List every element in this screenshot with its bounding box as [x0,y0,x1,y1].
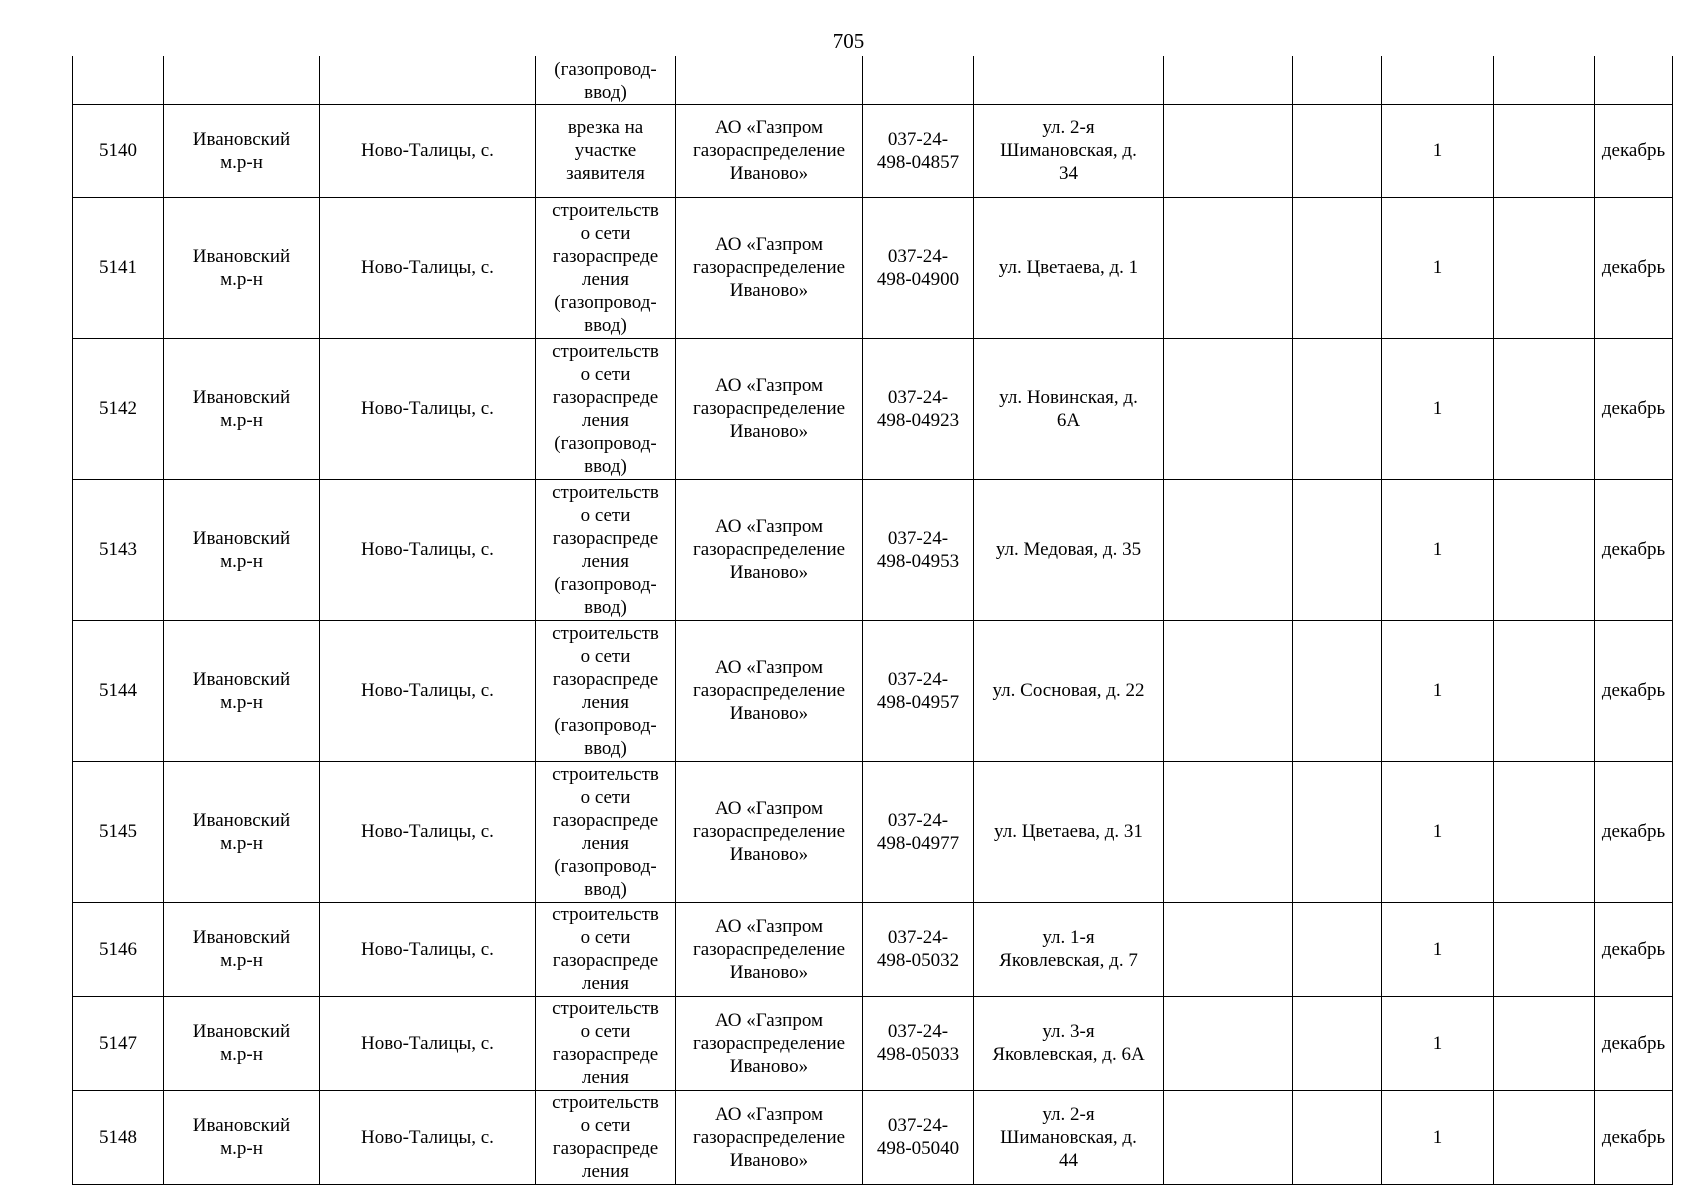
cell-month [1595,197,1673,338]
cell-work-type [536,620,676,761]
cell-empty [1164,338,1293,479]
cell-address [974,620,1164,761]
cell-settlement [320,56,536,104]
cell-id [73,197,164,338]
cell-address-text: ул. 2-я Шимановская, д. 44 [1000,1103,1137,1171]
table-row [73,996,1673,1090]
cell-organization [676,761,863,902]
cell-empty [1494,338,1595,479]
cell-empty [1164,996,1293,1090]
table-row [73,1090,1673,1184]
cell-address-text: ул. Цветаева, д. 1 [998,257,1139,278]
cell-settlement-text: Ново-Талицы, с. [361,1032,494,1054]
cell-empty [1164,104,1293,197]
cell-settlement [320,761,536,902]
cell-organization [676,479,863,620]
cell-code [863,902,974,996]
cell-empty [1494,56,1595,104]
cell-settlement [320,1090,536,1184]
table-row [73,197,1673,338]
cell-work-type [536,338,676,479]
cell-settlement-text: Ново-Талицы, с. [361,680,494,701]
cell-organization [676,338,863,479]
cell-empty [1494,902,1595,996]
cell-code [863,1090,974,1184]
cell-id-text: 5144 [99,680,137,701]
cell-work-type [536,902,676,996]
cell-empty [1164,479,1293,620]
cell-work-type-text: строительств о сети газораспреде ления (газопровод- ввод) [552,340,659,477]
cell-month [1595,56,1673,104]
cell-district [164,620,320,761]
cell-id-text: 5146 [99,938,137,960]
cell-month [1595,479,1673,620]
cell-settlement [320,902,536,996]
cell-settlement-text: Ново-Талицы, с. [361,539,494,560]
cell-settlement [320,996,536,1090]
cell-month [1595,104,1673,197]
cell-id [73,338,164,479]
cell-settlement [320,620,536,761]
cell-settlement-text: Ново-Талицы, с. [361,398,494,419]
cell-district-text: Ивановский м.р-н [192,527,291,572]
cell-address [974,104,1164,197]
cell-organization [676,996,863,1090]
cell-id-text: 5143 [99,539,137,560]
table-row [73,104,1673,197]
cell-settlement-text: Ново-Талицы, с. [361,257,494,278]
cell-empty [1293,338,1382,479]
cell-work-type-text: врезка на участке заявителя [566,117,645,184]
cell-id [73,761,164,902]
cell-quantity-text: 1 [1432,398,1443,419]
cell-district-text: Ивановский м.р-н [192,386,291,431]
cell-work-type-text: строительств о сети газораспреде ления [552,998,659,1088]
cell-month-text: декабрь [1601,1032,1666,1054]
cell-code [863,620,974,761]
cell-quantity-text: 1 [1432,680,1443,701]
cell-district-text: Ивановский м.р-н [192,927,291,971]
cell-empty [1164,1090,1293,1184]
cell-address [974,902,1164,996]
cell-month [1595,902,1673,996]
cell-quantity [1382,197,1494,338]
cell-code-text: 037-24- 498-04923 [876,386,960,431]
cell-empty [1494,1090,1595,1184]
cell-district [164,761,320,902]
cell-empty [1164,620,1293,761]
cell-settlement [320,197,536,338]
cell-empty [1293,902,1382,996]
table-row-continued [73,56,1673,104]
cell-address-text: ул. 1-я Яковлевская, д. 7 [999,927,1138,971]
cell-settlement-text: Ново-Талицы, с. [361,140,494,161]
cell-id [73,56,164,104]
cell-empty [1494,479,1595,620]
cell-quantity [1382,902,1494,996]
cell-work-type-text: строительств о сети газораспреде ления (газопровод- ввод) [552,622,659,759]
cell-work-type [536,56,676,104]
cell-organization-text: АО «Газпром газораспределение Иваново» [692,117,846,184]
cell-district-text: Ивановский м.р-н [192,1115,291,1159]
cell-id [73,479,164,620]
cell-empty [1293,56,1382,104]
cell-id-text: 5140 [99,140,137,161]
cell-month [1595,338,1673,479]
cell-id [73,104,164,197]
cell-empty [1494,197,1595,338]
cell-settlement [320,479,536,620]
cell-id [73,1090,164,1184]
cell-district [164,56,320,104]
cell-id [73,996,164,1090]
cell-month-text: декабрь [1601,680,1666,701]
cell-empty [1164,761,1293,902]
cell-empty [1293,1090,1382,1184]
cell-month-text: декабрь [1601,398,1666,419]
cell-quantity [1382,620,1494,761]
cell-address [974,996,1164,1090]
cell-address-text: ул. Новинская, д. 6А [999,386,1138,431]
cell-work-type [536,104,676,197]
cell-quantity [1382,104,1494,197]
cell-month [1595,996,1673,1090]
cell-empty [1293,761,1382,902]
cell-organization-text: АО «Газпром газораспределение Иваново» [692,798,846,865]
cell-district [164,1090,320,1184]
cell-district-text: Ивановский м.р-н [192,245,291,290]
cell-address [974,1090,1164,1184]
cell-empty [1293,104,1382,197]
cell-organization-text: АО «Газпром газораспределение Иваново» [692,657,846,724]
table-row [73,902,1673,996]
cell-work-type [536,1090,676,1184]
cell-work-type-text: строительств о сети газораспреде ления (газопровод- ввод) [552,763,659,900]
cell-organization [676,620,863,761]
table-row [73,338,1673,479]
cell-code-text: 037-24- 498-04977 [876,809,960,854]
cell-organization [676,1090,863,1184]
cell-empty [1494,996,1595,1090]
cell-settlement [320,338,536,479]
cell-quantity-text: 1 [1432,1032,1443,1054]
cell-quantity [1382,996,1494,1090]
cell-quantity [1382,479,1494,620]
cell-organization [676,104,863,197]
cell-id-text: 5142 [99,398,137,419]
cell-organization-text: АО «Газпром газораспределение Иваново» [692,1009,846,1077]
cell-settlement-text: Ново-Талицы, с. [361,821,494,842]
works-table [72,56,1673,1185]
cell-quantity-text: 1 [1432,539,1443,560]
cell-work-type [536,197,676,338]
cell-organization-text: АО «Газпром газораспределение Иваново» [692,1103,846,1171]
cell-code [863,197,974,338]
cell-organization [676,197,863,338]
cell-quantity [1382,338,1494,479]
cell-address-text: ул. Цветаева, д. 31 [994,821,1143,842]
cell-code-text: 037-24- 498-04953 [876,527,960,572]
cell-address [974,56,1164,104]
cell-code [863,104,974,197]
cell-month-text: декабрь [1601,821,1666,842]
cell-work-type [536,761,676,902]
cell-id [73,902,164,996]
cell-empty [1164,56,1293,104]
cell-quantity-text: 1 [1432,821,1443,842]
cell-address-text: ул. 2-я Шимановская, д. 34 [1000,117,1137,184]
cell-empty [1293,479,1382,620]
cell-month [1595,620,1673,761]
table-row [73,479,1673,620]
cell-organization-text: АО «Газпром газораспределение Иваново» [692,234,846,301]
cell-month-text: декабрь [1601,257,1666,278]
cell-quantity [1382,56,1494,104]
cell-code-text: 037-24- 498-04957 [876,668,960,713]
cell-month [1595,1090,1673,1184]
cell-code-text: 037-24- 498-05033 [876,1021,960,1065]
cell-address [974,338,1164,479]
cell-address-text: ул. Медовая, д. 35 [995,539,1142,560]
cell-month-text: декабрь [1601,539,1666,560]
cell-settlement-text: Ново-Талицы, с. [361,938,494,960]
cell-district-text: Ивановский м.р-н [192,809,291,854]
cell-code [863,479,974,620]
cell-address [974,479,1164,620]
cell-district [164,996,320,1090]
cell-quantity-text: 1 [1432,938,1443,960]
cell-quantity [1382,761,1494,902]
cell-work-type-text: строительств о сети газораспреде ления [552,904,659,994]
cell-district-text: Ивановский м.р-н [192,128,291,173]
cell-code [863,56,974,104]
cell-district [164,479,320,620]
cell-district-text: Ивановский м.р-н [192,1021,291,1065]
cell-address [974,197,1164,338]
page-number: 705 [832,29,865,53]
cell-code [863,996,974,1090]
cell-empty [1293,197,1382,338]
cell-month-text: декабрь [1601,938,1666,960]
cell-district [164,197,320,338]
cell-id-text: 5145 [99,821,137,842]
cell-district [164,902,320,996]
cell-work-type-text: строительств о сети газораспреде ления [552,1092,659,1182]
cell-id-text: 5141 [99,257,137,278]
cell-code-text: 037-24- 498-05040 [876,1115,960,1159]
cell-work-type-text: строительств о сети газораспреде ления (газопровод- ввод) [552,481,659,618]
cell-quantity-text: 1 [1432,1126,1443,1148]
cell-district [164,338,320,479]
cell-organization-text: АО «Газпром газораспределение Иваново» [692,375,846,442]
table-row [73,761,1673,902]
cell-settlement [320,104,536,197]
cell-address-text: ул. 3-я Яковлевская, д. 6А [992,1021,1145,1065]
work-type-text: (газопровод- ввод) [554,58,657,103]
cell-empty [1293,996,1382,1090]
cell-id [73,620,164,761]
cell-month-text: декабрь [1601,140,1666,161]
cell-settlement-text: Ново-Талицы, с. [361,1126,494,1148]
cell-empty [1293,620,1382,761]
cell-address [974,761,1164,902]
cell-code-text: 037-24- 498-05032 [876,927,960,971]
cell-code [863,761,974,902]
cell-quantity [1382,1090,1494,1184]
cell-empty [1164,197,1293,338]
table-body [73,56,1673,1184]
cell-month-text: декабрь [1601,1126,1666,1148]
cell-work-type-text: строительств о сети газораспреде ления (газопровод- ввод) [552,199,659,336]
cell-organization-text: АО «Газпром газораспределение Иваново» [692,915,846,983]
cell-empty [1494,761,1595,902]
cell-quantity-text: 1 [1432,140,1443,161]
cell-district [164,104,320,197]
cell-quantity-text: 1 [1432,257,1443,278]
cell-organization-text: АО «Газпром газораспределение Иваново» [692,516,846,583]
cell-code-text: 037-24- 498-04900 [876,245,960,290]
cell-address-text: ул. Сосновая, д. 22 [992,680,1145,701]
cell-organization [676,902,863,996]
cell-id-text: 5147 [99,1032,137,1054]
cell-id-text: 5148 [99,1126,137,1148]
cell-empty [1494,104,1595,197]
cell-work-type [536,479,676,620]
cell-empty [1494,620,1595,761]
cell-district-text: Ивановский м.р-н [192,668,291,713]
cell-empty [1164,902,1293,996]
cell-work-type [536,996,676,1090]
table-row [73,620,1673,761]
cell-organization [676,56,863,104]
cell-code [863,338,974,479]
cell-code-text: 037-24- 498-04857 [876,128,960,173]
cell-month [1595,761,1673,902]
